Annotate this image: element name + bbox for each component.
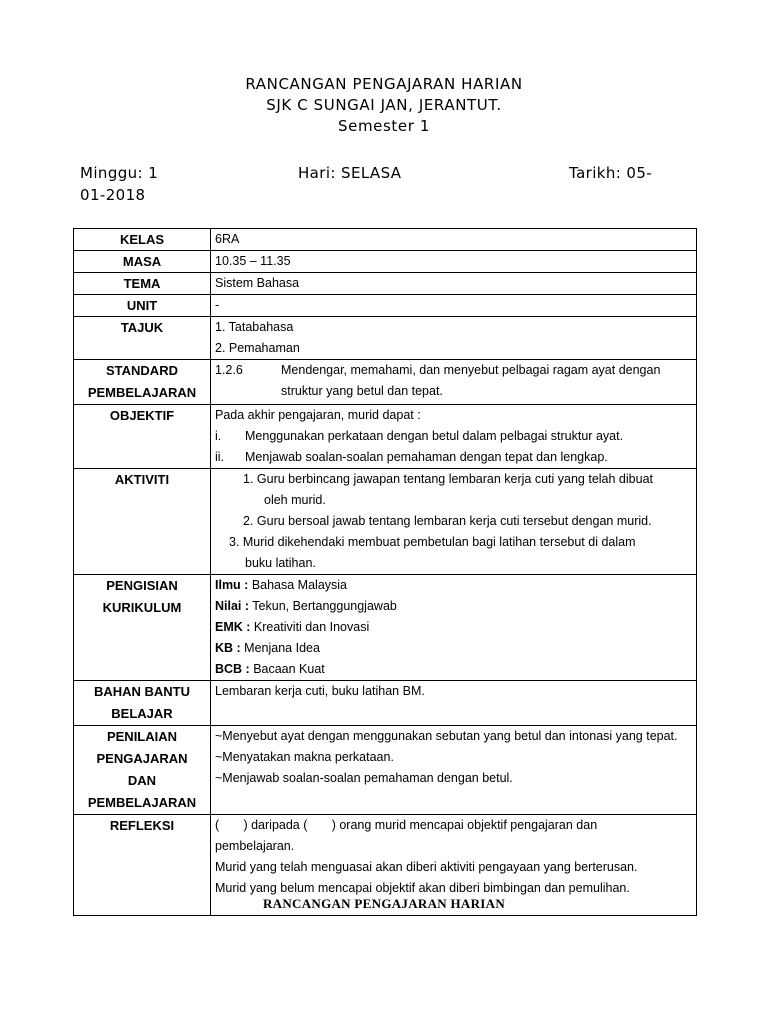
document-header (0, 74, 768, 137)
emk-line (215, 617, 692, 638)
penilaian-item: ~Menyatakan makna perkataan. (215, 750, 394, 764)
tema-label: TEMA (74, 273, 211, 295)
refleksi-line: ( ) daripada ( ) orang murid mencapai objektif pengajaran dan (215, 818, 598, 832)
lesson-plan-table (73, 228, 697, 916)
standard-text-continued: struktur yang betul dan tepat. (281, 384, 443, 398)
penilaian-label-line: PENILAIAN (106, 729, 178, 744)
row-tema (74, 273, 697, 295)
refleksi-line: Murid yang telah menguasai akan diberi aktiviti pengayaan yang berterusan. (215, 860, 638, 874)
penilaian-label-line: PEMBELAJARAN (87, 795, 197, 810)
masa-value: 10.35 – 11.35 (211, 251, 697, 273)
standard-label (74, 360, 211, 405)
refleksi-label: REFLEKSI (74, 815, 211, 916)
standard-code: 1.2.6 (215, 363, 243, 377)
tajuk-item: 2. Pemahaman (215, 341, 300, 355)
aktiviti-line: oleh murid. (264, 493, 326, 507)
aktiviti-value (211, 469, 697, 575)
penilaian-label-line: PENGAJARAN (96, 751, 188, 766)
refleksi-line: pembelajaran. (215, 839, 295, 853)
objektif-intro: Pada akhir pengajaran, murid dapat : (215, 408, 421, 422)
aktiviti-label: AKTIVITI (74, 469, 211, 575)
nilai-key: Nilai : (215, 599, 250, 613)
bcb-line (215, 659, 692, 680)
kb-line (215, 638, 692, 659)
semester: Semester 1 (338, 117, 430, 135)
row-tajuk (74, 317, 697, 360)
pengisian-label-line: KURIKULUM (102, 600, 182, 615)
emk-value: Kreativiti dan Inovasi (250, 620, 370, 634)
objektif-item-number: ii. (215, 450, 225, 464)
bahan-label-line: BELAJAR (111, 706, 173, 721)
penilaian-label (74, 726, 211, 815)
bcb-key: BCB : (215, 662, 250, 676)
emk-key: EMK : (215, 620, 251, 634)
pengisian-label-line: PENGISIAN (106, 578, 178, 593)
standard-label-line: PEMBELAJARAN (87, 385, 197, 400)
ilmu-value: Bahasa Malaysia (248, 578, 348, 592)
row-standard (74, 360, 697, 405)
row-masa (74, 251, 697, 273)
footer-title: RANCANGAN PENGAJARAN HARIAN (262, 896, 506, 911)
nilai-line (215, 596, 692, 617)
penilaian-value (211, 726, 697, 815)
standard-line (215, 360, 692, 381)
minggu-field: Minggu: 1 (80, 164, 159, 182)
ilmu-line (215, 575, 692, 596)
objektif-item (215, 426, 692, 447)
kelas-value: 6RA (211, 229, 697, 251)
standard-label-line: STANDARD (106, 363, 178, 378)
tema-value: Sistem Bahasa (211, 273, 697, 295)
pengisian-value (211, 575, 697, 681)
unit-label: UNIT (74, 295, 211, 317)
document-title: RANCANGAN PENGAJARAN HARIAN (245, 75, 523, 93)
pengisian-label (74, 575, 211, 681)
row-objektif (74, 405, 697, 469)
objektif-item-text: Menjawab soalan-soalan pemahaman dengan tepat dan lengkap. (245, 450, 608, 464)
tajuk-value (211, 317, 697, 360)
tarikh-continuation: 01-2018 (80, 186, 146, 204)
standard-value (211, 360, 697, 405)
objektif-item-text: Menggunakan perkataan dengan betul dalam pelbagai struktur ayat. (245, 429, 624, 443)
meta-row (80, 164, 690, 186)
ilmu-key: Ilmu : (215, 578, 249, 592)
unit-value: - (211, 295, 697, 317)
kelas-label: KELAS (74, 229, 211, 251)
penilaian-label-line: DAN (127, 773, 157, 788)
row-penilaian (74, 726, 697, 815)
bahan-label (74, 681, 211, 726)
bcb-value: Bacaan Kuat (249, 662, 325, 676)
row-bahan (74, 681, 697, 726)
aktiviti-line: 3. Murid dikehendaki membuat pembetulan bagi latihan tersebut di dalam (229, 535, 636, 549)
objektif-item (215, 447, 692, 468)
penilaian-item: ~Menjawab soalan-soalan pemahaman dengan betul. (215, 771, 513, 785)
masa-label: MASA (74, 251, 211, 273)
row-kelas (74, 229, 697, 251)
school-name: SJK C SUNGAI JAN, JERANTUT. (266, 96, 502, 114)
tajuk-item: 1. Tatabahasa (215, 320, 294, 334)
row-pengisian (74, 575, 697, 681)
row-unit (74, 295, 697, 317)
nilai-value: Tekun, Bertanggungjawab (249, 599, 397, 613)
objektif-item-number: i. (215, 429, 222, 443)
tajuk-label: TAJUK (74, 317, 211, 360)
aktiviti-line: 1. Guru berbincang jawapan tentang lembaran kerja cuti yang telah dibuat (243, 472, 653, 486)
bahan-value: Lembaran kerja cuti, buku latihan BM. (211, 681, 697, 726)
bahan-label-line: BAHAN BANTU (93, 684, 191, 699)
row-aktiviti (74, 469, 697, 575)
penilaian-item: ~Menyebut ayat dengan menggunakan sebutan yang betul dan intonasi yang tepat. (215, 729, 678, 743)
aktiviti-line: buku latihan. (245, 556, 316, 570)
aktiviti-line: 2. Guru bersoal jawab tentang lembaran kerja cuti tersebut dengan murid. (243, 514, 652, 528)
objektif-value (211, 405, 697, 469)
tarikh-field: Tarikh: 05- (569, 164, 653, 182)
standard-text: Mendengar, memahami, dan menyebut pelbagai ragam ayat dengan (281, 363, 661, 377)
kb-key: KB : (215, 641, 241, 655)
hari-field: Hari: SELASA (298, 164, 402, 182)
objektif-label: OBJEKTIF (74, 405, 211, 469)
refleksi-line: Murid yang belum mencapai objektif akan diberi bimbingan dan pemulihan. (215, 881, 630, 895)
kb-value: Menjana Idea (240, 641, 320, 655)
